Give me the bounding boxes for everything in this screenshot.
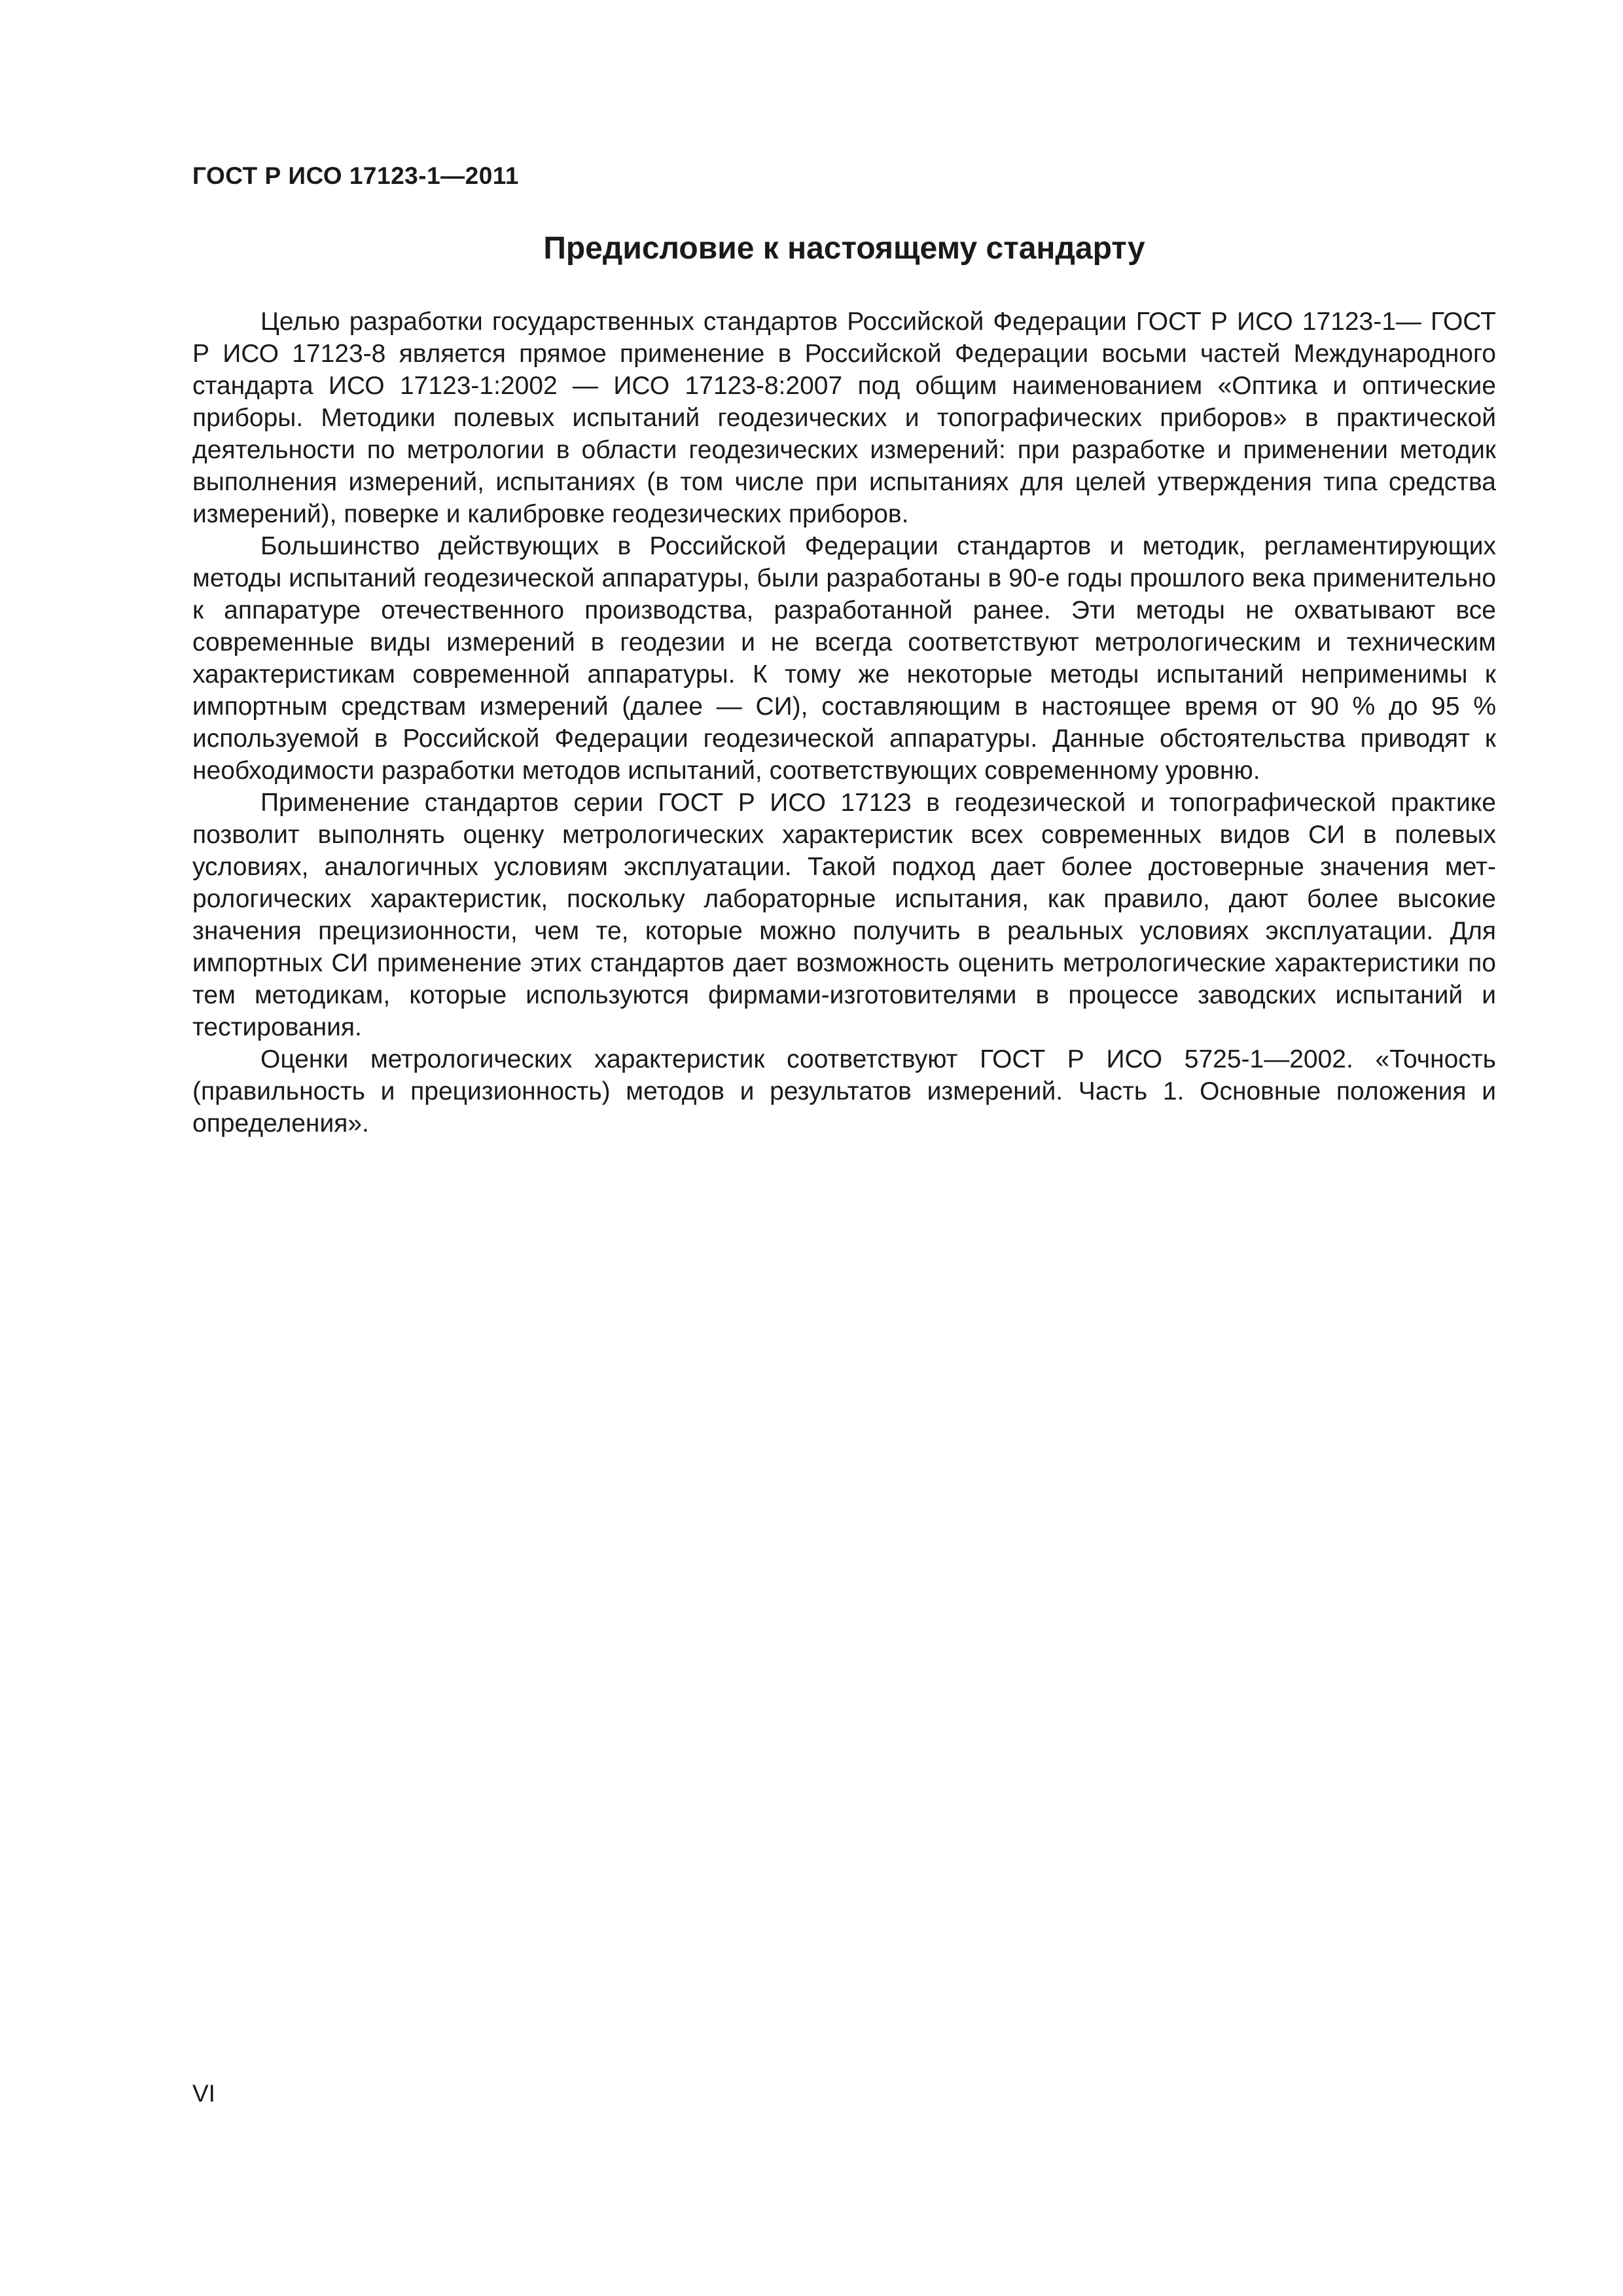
paragraph-existing-methods: Большинство действующих в Российской Федерации стандартов и методик, регламентирующих методы испытаний геодезической аппаратуры, были разработаны в 90-е годы прошлого века применительно к аппаратуре отечественного производства, разработанной ранее. Эти методы не охватывают все современные виды измерений в геодезии и не всегда соответствуют метрологическим и техническим характеристикам современной аппаратуры. К тому же некоторые методы испытаний неприменимы к импортным средствам измерений (далее — СИ), составляющим в настоящее время от 90 % до 95 % используемой в Российской Федерации геодезической аппаратуры. Данные обстоятельства приводят к необходимости разработки методов испытаний, соответствующих современному уровню. — [192, 532, 1496, 785]
page-number: VI — [192, 2080, 215, 2107]
document-body — [192, 306, 1496, 1139]
document-code-header: ГОСТ Р ИСО 17123-1—2011 — [192, 162, 519, 189]
paragraph-purpose: Целью разработки государственных стандартов Российской Федерации ГОСТ Р ИСО 17123-1— ГОСТ Р ИСО 17123-8 является прямое применение в Российской Федерации восьми частей Международного стандарта ИСО 17123-1:2002 — ИСО 17123-8:2007 под общим наименованием «Оптика и оптические приборы. Методики полевых испытаний геодезических и топографических приборов» в практической деятельности по метрологии в области геодезических измерений: при разработке и применении методик выполнения измерений, испытаниях (в том числе при испытаниях для целей утверждения типа средства измерений), поверке и калибровке геодезических приборов. — [192, 308, 1496, 528]
paragraph-application: Применение стандартов серии ГОСТ Р ИСО 17123 в геодезической и топографической практике позволит выполнять оценку метрологических характеристик всех современных видов СИ в полевых условиях, аналогичных условиям эксплуатации. Такой подход дает более достоверные значения метрологических характеристик, поскольку лабораторные испытания, как правило, дают более высокие значения прецизионности, чем те, которые можно получить в реальных условиях эксплуатации. Для импортных СИ применение этих стандартов дает возможность оценить метрологические характеристики по тем методикам, которые используются фирмами-изготовителями в процессе заводских испытаний и тестирования. — [192, 789, 1496, 1041]
paragraph-assessment: Оценки метрологических характеристик соответствуют ГОСТ Р ИСО 5725-1—2002. «Точность (правильность и прецизионность) методов и результатов измерений. Часть 1. Основные положения и определения». — [192, 1045, 1496, 1138]
page-title: Предисловие к настоящему стандарту — [543, 231, 1145, 266]
